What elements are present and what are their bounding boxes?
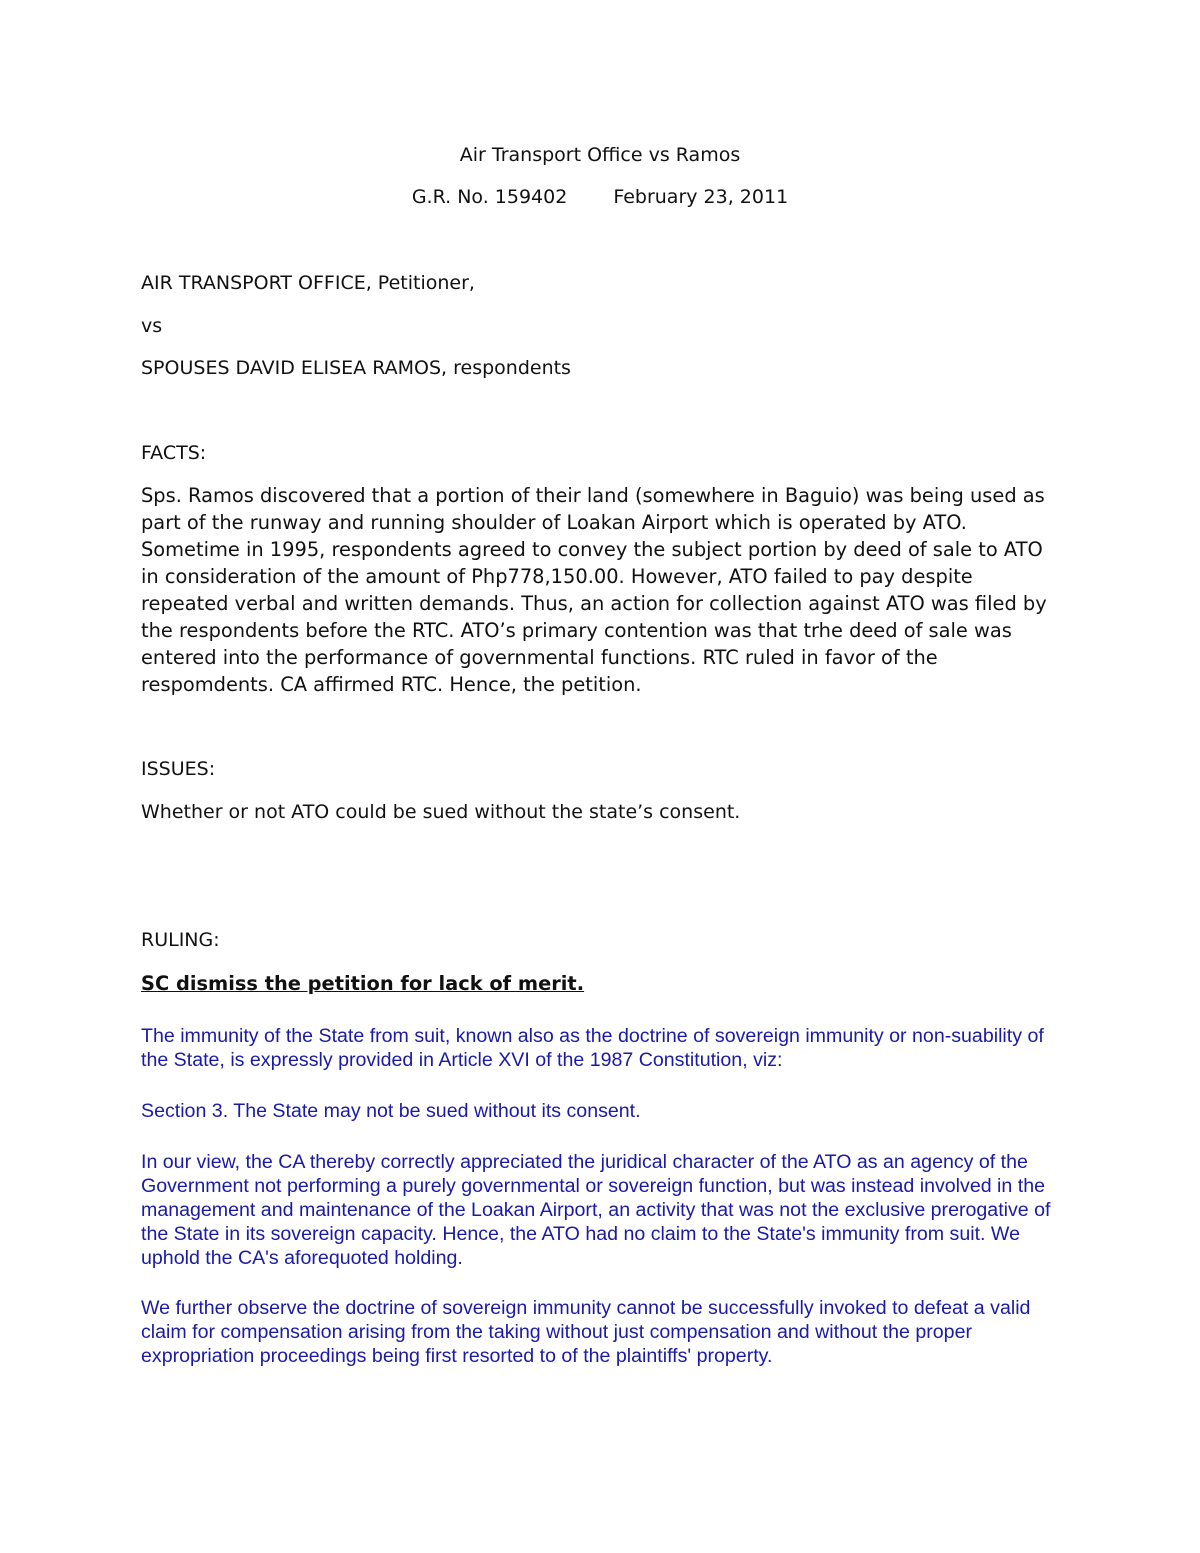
ruling-paragraph-1: The immunity of the State from suit, known also as the doctrine of sovereign immunity or non-suability of the State, is expressly provided in Article XVI of the 1987 Constitution, viz: [141, 1025, 1044, 1071]
document-title: Air Transport Office vs Ramos [459, 144, 741, 166]
gr-number: G.R. No. 159402 [411, 186, 568, 208]
issues-body: Whether or not ATO could be sued without the state’s consent. [141, 801, 741, 823]
facts-body: Sps. Ramos discovered that a portion of their land (somewhere in Baguio) was being used as part of the runway and running shoulder of Loakan Airport which is operated by ATO. Sometime in 1995, respondents agreed to convey the subject portion by deed of sale to ATO in consideration of the amount of Php778,150.00. However, ATO failed to pay despite repeated verbal and written demands. Thus, an action for collection against ATO was filed by the respondents before the RTC. ATO’s primary contention was that trhe deed of sale was entered into the performance of governmental functions. RTC ruled in favor of the respomdents. CA affirmed RTC. Hence, the petition. [141, 484, 1047, 696]
versus-line: vs [141, 315, 163, 337]
issues-heading: ISSUES: [141, 758, 216, 780]
facts-heading: FACTS: [141, 442, 207, 464]
ruling-paragraph-4: We further observe the doctrine of sovereign immunity cannot be successfully invoked to defeat a valid claim for compensation arising from the taking without just compensation and without the proper expropriation proceedings being first resorted to of the plaintiffs' property. [141, 1297, 1031, 1367]
case-citation [0, 185, 1200, 209]
ruling-heading: RULING: [141, 929, 220, 951]
ruling-paragraph-3: In our view, the CA thereby correctly appreciated the juridical character of the ATO as an agency of the Government not performing a purely governmental or sovereign function, but was instead involved in the management and maintenance of the Loakan Airport, an activity that was not the exclusive prerogative of the State in its sovereign capacity. Hence, the ATO had no claim to the State's immunity from suit. We uphold the CA's aforequoted holding. [141, 1151, 1051, 1269]
ruling-decision: SC dismiss the petition for lack of merit. [141, 972, 585, 995]
respondents-line: SPOUSES DAVID ELISEA RAMOS, respondents [141, 357, 571, 379]
petitioner-line: AIR TRANSPORT OFFICE, Petitioner, [141, 272, 475, 294]
ruling-paragraph-2: Section 3. The State may not be sued without its consent. [141, 1100, 641, 1122]
decision-date: February 23, 2011 [613, 186, 789, 208]
